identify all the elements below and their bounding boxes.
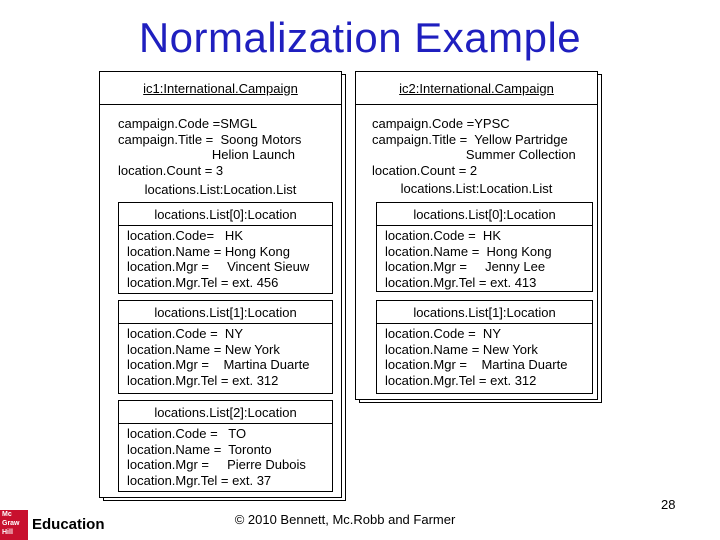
page-number: 28 (661, 497, 676, 512)
ic1-location-2-header: locations.List[2]:Location (119, 401, 332, 424)
ic1-location-0 (118, 202, 333, 294)
ic1-list-label: locations.List:Location.List (144, 182, 297, 197)
ic2-object (355, 71, 598, 400)
brand-label: Education (32, 516, 105, 533)
ic2-location-1-header: locations.List[1]:Location (377, 301, 592, 324)
copyright-footer: © 2010 Bennett, Mc.Robb and Farmer (234, 512, 456, 527)
ic2-location-0-header: locations.List[0]:Location (377, 203, 592, 226)
ic2-location-0-body: location.Code = HK location.Name = Hong Kong location.Mgr = Jenny Lee location.Mgr.Tel = ext. 413 (385, 228, 552, 290)
logo-text: Mc Graw Hill (2, 511, 20, 536)
ic1-attributes: campaign.Code =SMGL campaign.Title = Soong Motors Helion Launch location.Count = 3 (118, 116, 302, 178)
ic2-location-1-body: location.Code = NY location.Name = New York location.Mgr = Martina Duarte location.Mgr.Tel = ext. 312 (385, 326, 568, 388)
ic1-location-1 (118, 300, 333, 394)
ic2-attributes: campaign.Code =YPSC campaign.Title = Yellow Partridge Summer Collection location.Count = 2 (372, 116, 576, 178)
ic2-list-label: locations.List:Location.List (400, 181, 553, 196)
slide-title: Normalization Example (138, 14, 582, 61)
ic2-location-1 (376, 300, 593, 394)
ic1-location-2 (118, 400, 333, 492)
ic1-location-0-header: locations.List[0]:Location (119, 203, 332, 226)
ic2-location-0 (376, 202, 593, 292)
ic1-location-0-body: location.Code= HK location.Name = Hong Kong location.Mgr = Vincent Sieuw location.Mgr.Tel = ext. 456 (127, 228, 310, 290)
ic1-header: ic1:International.Campaign (100, 72, 341, 105)
ic2-header: ic2:International.Campaign (356, 72, 597, 105)
ic1-location-2-body: location.Code = TO location.Name = Toronto location.Mgr = Pierre Dubois location.Mgr.Tel = ext. 37 (127, 426, 306, 488)
ic1-location-1-header: locations.List[1]:Location (119, 301, 332, 324)
ic1-object (99, 71, 342, 498)
ic1-location-1-body: location.Code = NY location.Name = New York location.Mgr = Martina Duarte location.Mgr.Tel = ext. 312 (127, 326, 310, 388)
